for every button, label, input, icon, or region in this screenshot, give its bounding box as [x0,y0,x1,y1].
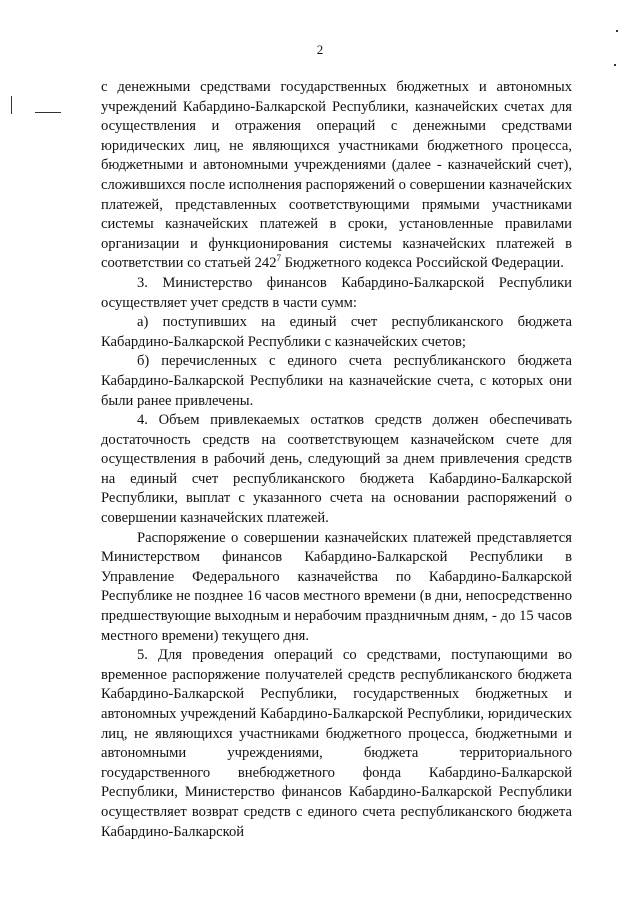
paragraph-text: Бюджетного кодекса Российской Федерации. [281,255,564,272]
paragraph-3a: а) поступивших на единый счет республиканского бюджета Кабардино-Балкарской Республики с казначейских счетов; [101,314,572,350]
scan-mark-right [614,64,616,66]
document-body [101,78,572,842]
paragraph-text: с денежными средствами государственных бюджетных и автономных учреждений Кабардино-Балкарской Республики, казначейских счетах для осуществления и отражения операций с денежными средствами юридических лиц, не являющихся участниками бюджетного процесса, бюджетными и автономными учреждениями (далее - казначейский счет), сложившихся после исполнения распоряжений о совершении казначейских платежей, представленных соответствующими прямыми участниками системы казначейских платежей в сроки, установленные правилами организации и функционирования системы казначейских платежей в соответствии со статьей 242 [101,79,572,272]
paragraph-3b: б) перечисленных с единого счета республиканского бюджета Кабардино-Балкарской Республики на казначейские счета, с которых они были ранее привлечены. [101,353,572,409]
paragraph-4-order: Распоряжение о совершении казначейских платежей представляется Министерством финансов Кабардино-Балкарской Республики в Управление Федерального казначейства по Кабардино-Балкарской Республике не позднее 16 часов местного времени (в дни, непосредственно предшествующие выходным и нерабочим праздничным дням, - до 15 часов местного времени) текущего дня. [101,529,572,644]
article-superscript: 7 [276,253,282,264]
paragraph-continuation [101,78,572,274]
paragraph-3: 3. Министерство финансов Кабардино-Балкарской Республики осуществляет учет средств в части сумм: [101,274,572,311]
page-number: 2 [316,42,324,57]
scan-mark-top-right [616,30,618,32]
scan-line-left-vertical [11,96,12,114]
paragraph-5: 5. Для проведения операций со средствами, поступающими во временное распоряжение получателей средств республиканского бюджета Кабардино-Балкарской Республики, государственных бюджетных и автономных учреждений Кабардино-Балкарской Республики, юридических лиц, не являющихся участниками бюджетного процесса, бюджетными и автономными учреждениями, бюджета территориального государственного внебюджетного фонда Кабардино-Балкарской Республики, Министерство финансов Кабардино-Балкарской Республики осуществляет возврат средств с единого счета республиканского бюджета Кабардино-Балкарской [101,647,572,840]
paragraph-4: 4. Объем привлекаемых остатков средств должен обеспечивать достаточность средств на соответствующем казначейском счете для осуществления в рабочий день, следующий за днем привлечения средств на единый счет республиканского бюджета Кабардино-Балкарской Республики, выплат с указанного счета на основании распоряжений о совершении казначейских платежей. [101,412,572,527]
scan-line-left-horizontal [35,112,61,113]
